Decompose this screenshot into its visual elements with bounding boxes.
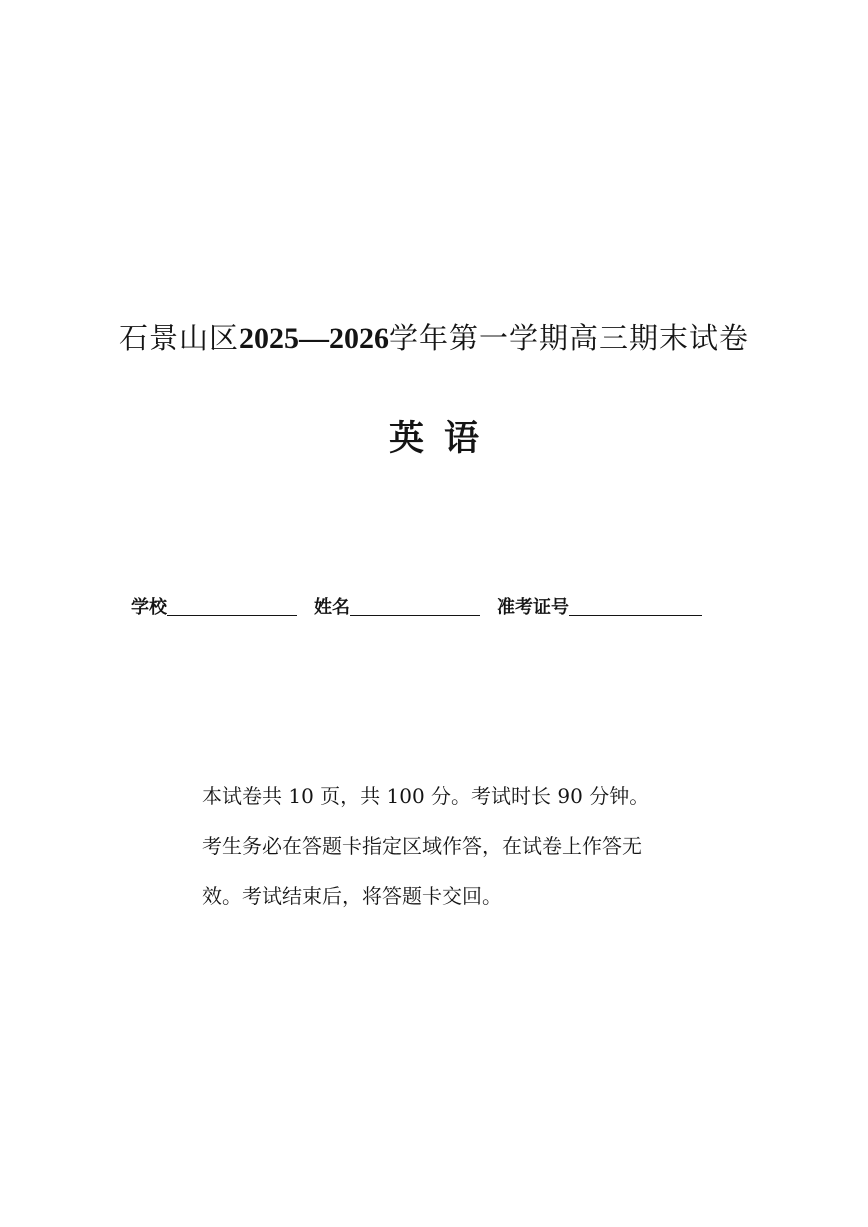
exam-id-field	[497, 596, 702, 620]
exam-title	[0, 318, 868, 359]
exam-title-suffix: 学年第一学期高三期末试卷	[389, 321, 750, 355]
school-blank-line[interactable]	[167, 597, 297, 616]
exam-title-years: 2025—2026	[239, 322, 389, 355]
school-label: 学校	[131, 597, 167, 618]
school-field	[131, 596, 297, 620]
exam-instructions	[202, 771, 722, 921]
exam-title-prefix: 石景山区	[118, 321, 239, 355]
name-label: 姓名	[314, 597, 350, 618]
instruction-line-1: 本试卷共 10 页，共 100 分。考试时长 90 分钟。	[202, 784, 650, 808]
student-info-row	[131, 590, 702, 620]
name-field	[314, 596, 480, 620]
name-blank-line[interactable]	[350, 597, 480, 616]
instruction-line-3: 效。考试结束后，将答题卡交回。	[202, 884, 502, 908]
exam-id-label: 准考证号	[497, 597, 569, 618]
exam-id-blank-line[interactable]	[569, 597, 702, 616]
subject-title: 英语	[388, 419, 499, 459]
instruction-line-2: 考生务必在答题卡指定区域作答，在试卷上作答无	[202, 834, 642, 858]
